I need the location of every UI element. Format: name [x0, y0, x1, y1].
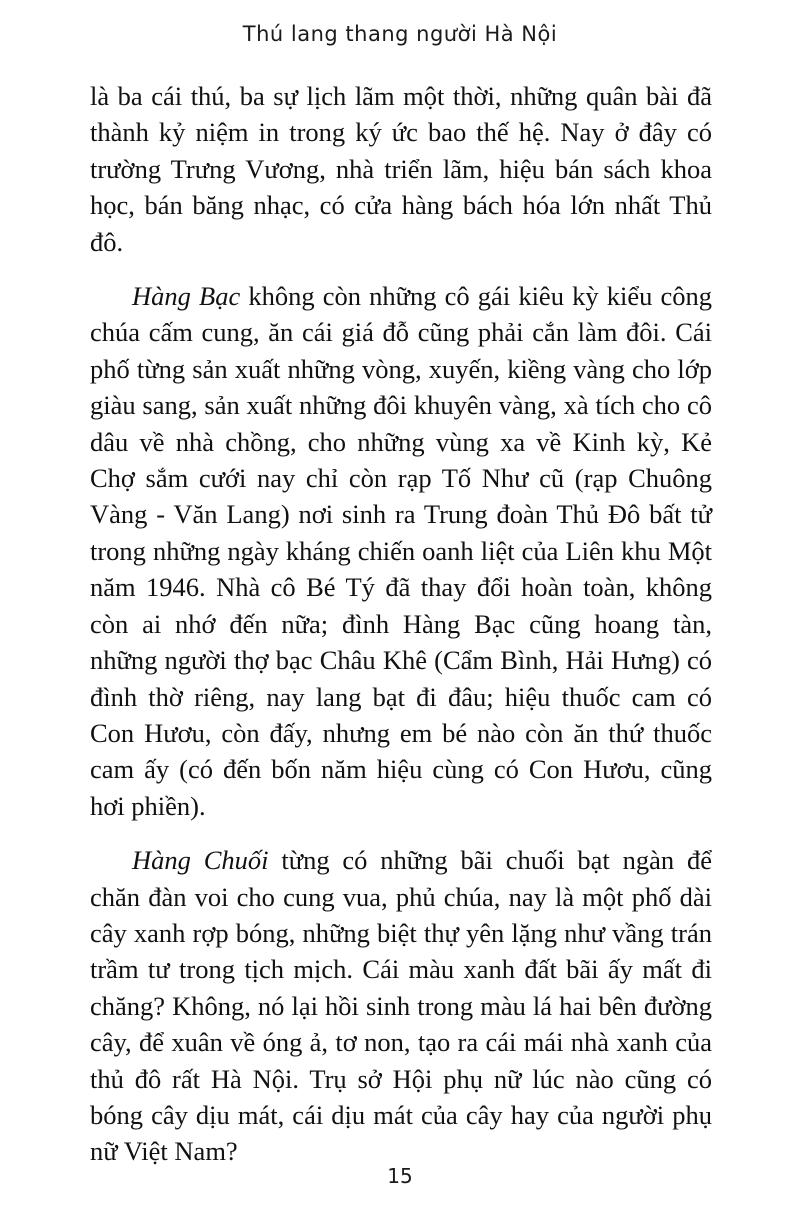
paragraph-1	[90, 78, 712, 260]
paragraph-3-street-name: Hàng Chuối	[132, 845, 269, 876]
paragraph-1-text: là ba cái thú, ba sự lịch lãm một thời, những quân bài đã thành kỷ niệm in trong ký ức bao thế hệ. Nay ở đây có trường Trưng Vương, nhà triển lãm, hiệu bán sách khoa học, bán băng nhạc, có cửa hàng bách hóa lớn nhất Thủ đô.	[90, 81, 712, 257]
paragraph-2-text: không còn những cô gái kiêu kỳ kiểu công chúa cấm cung, ăn cái giá đỗ cũng phải cắn làm đôi. Cái phố từng sản xuất những vòng, xuyến, kiềng vàng cho lớp giàu sang, sản xuất những đôi khuyên vàng, xà tích cho cô dâu về nhà chồng, cho những vùng xa về Kinh kỳ, Kẻ Chợ sắm cưới nay chỉ còn rạp Tố Như cũ (rạp Chuông Vàng - Văn Lang) nơi sinh ra Trung đoàn Thủ Đô bất tử trong những ngày kháng chiến oanh liệt của Liên khu Một năm 1946. Nhà cô Bé Tý đã thay đổi hoàn toàn, không còn ai nhớ đến nữa; đình Hàng Bạc cũng hoang tàn, những người thợ bạc Châu Khê (Cẩm Bình, Hải Hưng) có đình thờ riêng, nay lang bạt đi đâu; hiệu thuốc cam có Con Hươu, còn đấy, nhưng em bé nào còn ăn thứ thuốc cam ấy (có đến bốn năm hiệu cùng có Con Hươu, cũng hơi phiền).	[90, 281, 712, 821]
paragraph-3-text: từng có những bãi chuối bạt ngàn để chăn đàn voi cho cung vua, phủ chúa, nay là một phố dài cây xanh rợp bóng, những biệt thự yên lặng như vầng trán trầm tư trong tịch mịch. Cái màu xanh đất bãi ấy mất đi chăng? Không, nó lại hồi sinh trong màu lá hai bên đường cây, để xuân về óng ả, tơ non, tạo ra cái mái nhà xanh của thủ đô rất Hà Nội. Trụ sở Hội phụ nữ lúc nào cũng có bóng cây dịu mát, cái dịu mát của cây hay của người phụ nữ Việt Nam?	[90, 845, 712, 1167]
paragraph-2-street-name: Hàng Bạc	[132, 281, 241, 312]
body-text	[90, 78, 712, 1188]
paragraph-2	[90, 278, 712, 824]
paragraph-3	[90, 842, 712, 1170]
running-head: Thú lang thang người Hà Nội	[242, 22, 558, 46]
page-number: 15	[387, 1164, 413, 1188]
